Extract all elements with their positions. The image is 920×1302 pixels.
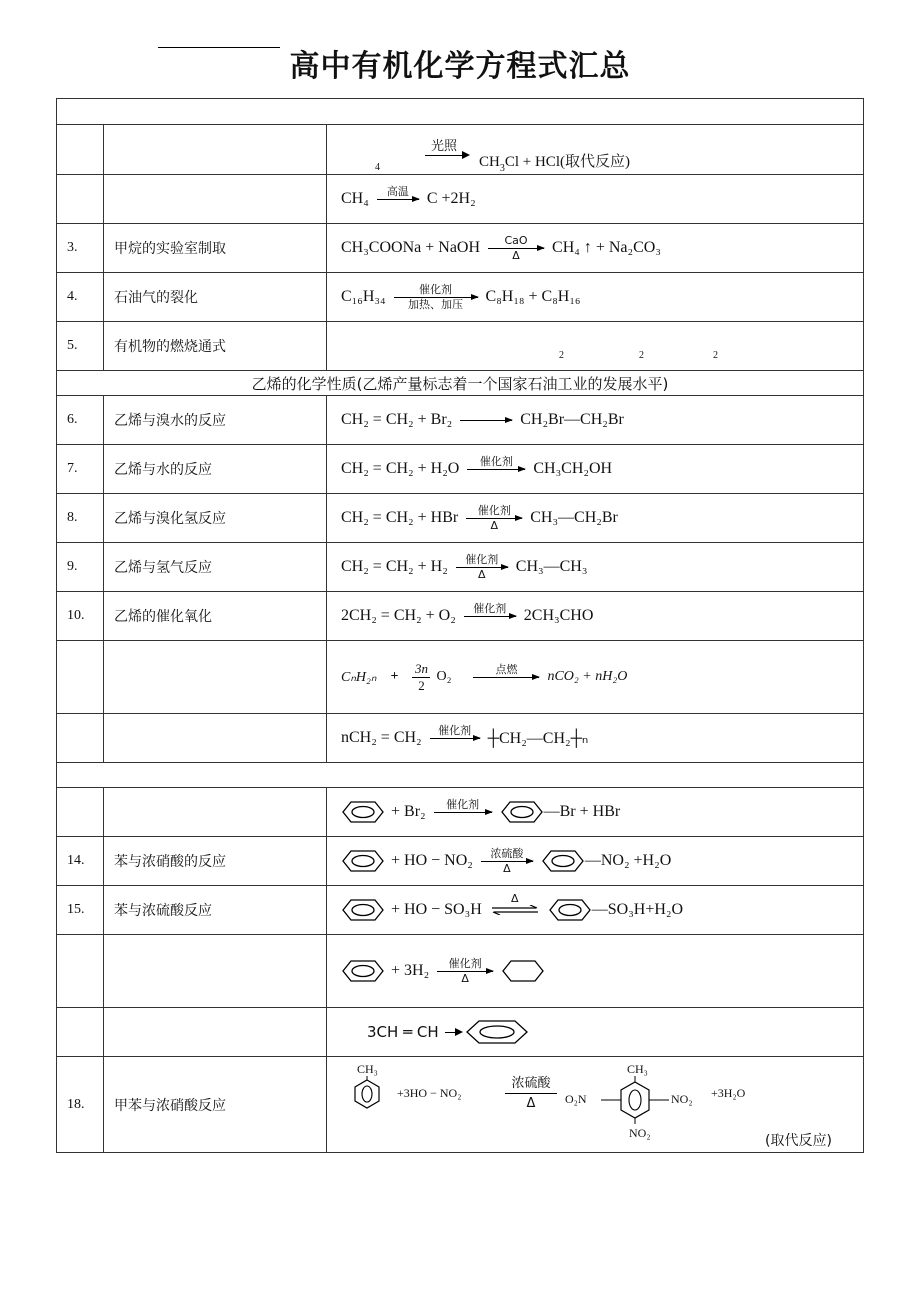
arrow-icon [445,1032,459,1033]
benzene-icon [548,898,592,922]
reaction-arrow: 催化剂 Δ [437,958,493,985]
reaction-arrow: 催化剂 [430,725,480,752]
condition-label: 光照 [431,138,458,154]
cyclohexane-icon [501,959,545,983]
reaction-arrow: 催化剂 [467,456,525,483]
table-row: 14. 苯与浓硝酸的反应 + HO − NO₂ 浓硫酸 Δ —NO₂ +H₂O [57,837,864,886]
table-row: 18. 甲苯与浓硝酸反应 CH₃ +3HO − NO₂ 浓硫酸 Δ O₂N CH₃ NO₂ NO₂ +3H₂O (取代反应) [57,1057,864,1153]
table-row [57,763,864,788]
benzene-icon [341,849,385,873]
reaction-arrow: 高温 [377,186,419,213]
tnt-ring-icon [595,1076,675,1126]
reaction-arrow: 浓硫酸 Δ [481,848,533,875]
arrow-icon [425,155,465,156]
table-row: 8. 乙烯与溴化氢反应 CH₂ = CH₂ + HBr 催化剂 Δ CH₃—CH₂Br [57,494,864,543]
table-row: 4. 石油气的裂化 C₁₆H₃₄ 催化剂 加热、加压 C₈H₁₈ + C₈H₁₆ [57,273,864,322]
table-row: nCH₂ = CH₂ 催化剂 ┼CH₂—CH₂┼ₙ [57,714,864,763]
reaction-arrow: CaO Δ [488,235,544,262]
table-row: CₙH₂ₙ + 3n 2 O₂ 点燃 nCO₂ + nH₂O [57,641,864,714]
table-row: + 3H₂ 催化剂 Δ [57,935,864,1008]
table-row [57,371,864,396]
reaction-arrow: 点燃 [473,664,539,691]
reaction-arrow: 浓硫酸 Δ [505,1072,557,1111]
table-row: 3. 甲烷的实验室制取 CH₃COONa + NaOH CaO Δ CH₄ ↑ + Na₂CO₃ [57,224,864,273]
benzene-icon [500,800,544,824]
table-row: 10. 乙烯的催化氧化 2CH₂ = CH₂ + O₂ 催化剂 2CH₃CHO [57,592,864,641]
section-heading: 乙烯的化学性质(乙烯产量标志着一个国家石油工业的发展水平) [57,371,864,396]
benzene-icon [341,800,385,824]
benzene-icon [465,1019,529,1045]
reaction-arrow: 催化剂 Δ [466,505,522,532]
equation-table [56,98,864,1153]
table-row [57,99,864,125]
table-row: 7. 乙烯与水的反应 CH₂ = CH₂ + H₂O 催化剂 CH₃CH₂OH [57,445,864,494]
benzene-icon [341,959,385,983]
reaction-arrow: 催化剂 加热、加压 [394,284,478,311]
table-row: 9. 乙烯与氢气反应 CH₂ = CH₂ + H₂ 催化剂 Δ CH₃—CH₃ [57,543,864,592]
toluene-ring-icon [353,1076,381,1110]
reaction-arrow [460,407,512,434]
reaction-arrow: 催化剂 Δ [456,554,508,581]
table-row: CH₄ 高温 C +2H₂ [57,175,864,224]
benzene-icon [341,898,385,922]
reaction-arrow: 催化剂 [434,799,492,826]
table-row: 5. 有机物的燃烧通式 2 2 2 [57,322,864,371]
page-title: 高中有机化学方程式汇总 [289,49,631,84]
fraction: 3n 2 [412,661,430,694]
table-row: + Br₂ 催化剂 —Br + HBr [57,788,864,837]
table-row: 光照 4 $CH_3Cl + HCl$(取代反应) [57,125,864,175]
benzene-icon [541,849,585,873]
reversible-arrow: Δ [490,893,540,927]
table-row: 3CH ═ CH [57,1008,864,1057]
reaction-arrow: 催化剂 [464,603,516,630]
arrowhead-icon [462,151,470,159]
table-row: 15. 苯与浓硫酸反应 + HO − SO₃H Δ —SO₃H+H₂O [57,886,864,935]
table-row: 6. 乙烯与溴水的反应 CH₂ = CH₂ + Br₂ CH₂Br—CH₂Br [57,396,864,445]
